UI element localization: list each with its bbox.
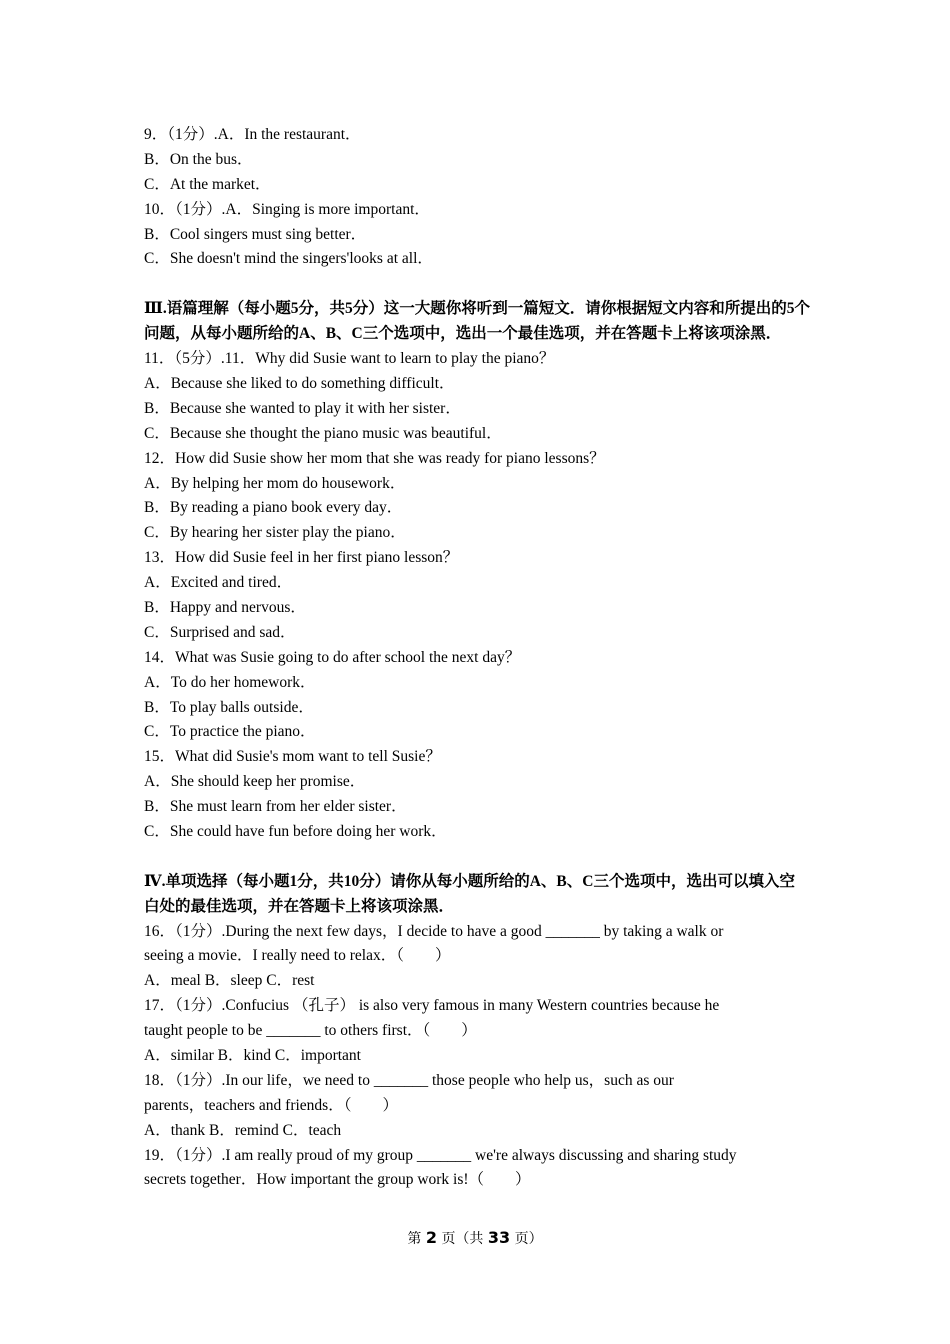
text-line: seeing a movie．I really need to relax．（ ）	[144, 947, 451, 965]
text-line: 12．How did Susie show her mom that she was ready for piano lessons？	[144, 449, 605, 467]
text-line: B．On the bus．	[144, 150, 253, 168]
text-line: taught people to be _______ to others first．（ ）	[144, 1022, 477, 1040]
text-line: B．Because she wanted to play it with her sister．	[144, 399, 461, 417]
text-line: C．Because she thought the piano music was beautiful．	[144, 424, 502, 442]
text-line: 14．What was Susie going to do after school the next day？	[144, 648, 521, 666]
text-line: B．Happy and nervous．	[144, 598, 306, 616]
footer-middle: 页（共	[441, 1231, 484, 1247]
footer-suffix: 页）	[514, 1231, 543, 1247]
text-line: B．To play balls outside．	[144, 698, 314, 716]
text-line: A．She should keep her promise．	[144, 773, 366, 791]
spacer	[144, 845, 810, 870]
text-line: 10．（1分）.A．Singing is more important．	[144, 200, 430, 218]
text-line: C．At the market．	[144, 175, 271, 193]
text-line: 13．How did Susie feel in her first piano lesson？	[144, 549, 459, 567]
section-heading-reading: Ⅲ.语篇理解（每小题5分，共5分）这一大题你将听到一篇短文．请你根据短文内容和所提出的5个问题，从每小题所给的A、B、C三个选项中，选出一个最佳选项，并在答题卡上将该项涂黑．	[144, 300, 811, 343]
text-line: 19．（1分）.I am really proud of my group _______ we're always discussing and sharing study	[144, 1146, 737, 1164]
footer-page-number: 2	[425, 1228, 437, 1247]
text-line: secrets together．How important the group work is!（ ）	[144, 1171, 531, 1189]
text-line: A．similar B．kind C．important	[144, 1047, 361, 1065]
text-line: 15．What did Susie's mom want to tell Susie？	[144, 748, 441, 766]
text-line: parents，teachers and friends．（ ）	[144, 1096, 398, 1114]
footer-prefix: 第	[407, 1231, 422, 1247]
spacer	[144, 272, 810, 297]
text-line: 9．（1分）.A．In the restaurant．	[144, 126, 361, 143]
text-line: A．By helping her mom do housework．	[144, 474, 406, 492]
section-heading-multiple-choice: Ⅳ.单项选择（每小题1分，共10分）请你从每小题所给的A、B、C三个选项中，选出可以填入空白处的最佳选项，并在答题卡上将该项涂黑．	[144, 872, 795, 915]
text-line: A．thank B．remind C．teach	[144, 1121, 342, 1139]
reading-questions-block	[144, 347, 810, 845]
page-content	[144, 123, 810, 1193]
text-line: B．Cool singers must sing better．	[144, 225, 367, 243]
text-line: 16．（1分）.During the next few days，I decide to have a good _______ by taking a walk or	[144, 922, 724, 940]
text-line: A．meal B．sleep C．rest	[144, 972, 315, 990]
text-line: A．Because she liked to do something difficult．	[144, 374, 455, 392]
text-line: C．She could have fun before doing her work．	[144, 822, 447, 840]
footer-total-pages: 33	[487, 1228, 511, 1247]
text-line: C．She doesn't mind the singers'looks at all．	[144, 250, 433, 268]
listening-options-block	[144, 123, 810, 272]
text-line: C．To practice the piano．	[144, 723, 316, 741]
text-line: 18．（1分）.In our life，we need to _______ those people who help us，such as our	[144, 1071, 674, 1089]
text-line: A．To do her homework．	[144, 673, 316, 691]
text-line: 17．（1分）.Confucius （孔子） is also very famous in many Western countries because he	[144, 997, 720, 1015]
text-line: C．By hearing her sister play the piano．	[144, 524, 406, 542]
text-line: B．By reading a piano book every day．	[144, 499, 403, 517]
text-line: A．Excited and tired．	[144, 574, 293, 592]
text-line: 11．（5分）.11．Why did Susie want to learn to play the piano？	[144, 350, 555, 368]
page-footer	[0, 1228, 950, 1248]
multiple-choice-block	[144, 920, 810, 1194]
text-line: C．Surprised and sad．	[144, 623, 296, 641]
text-line: B．She must learn from her elder sister．	[144, 798, 407, 816]
